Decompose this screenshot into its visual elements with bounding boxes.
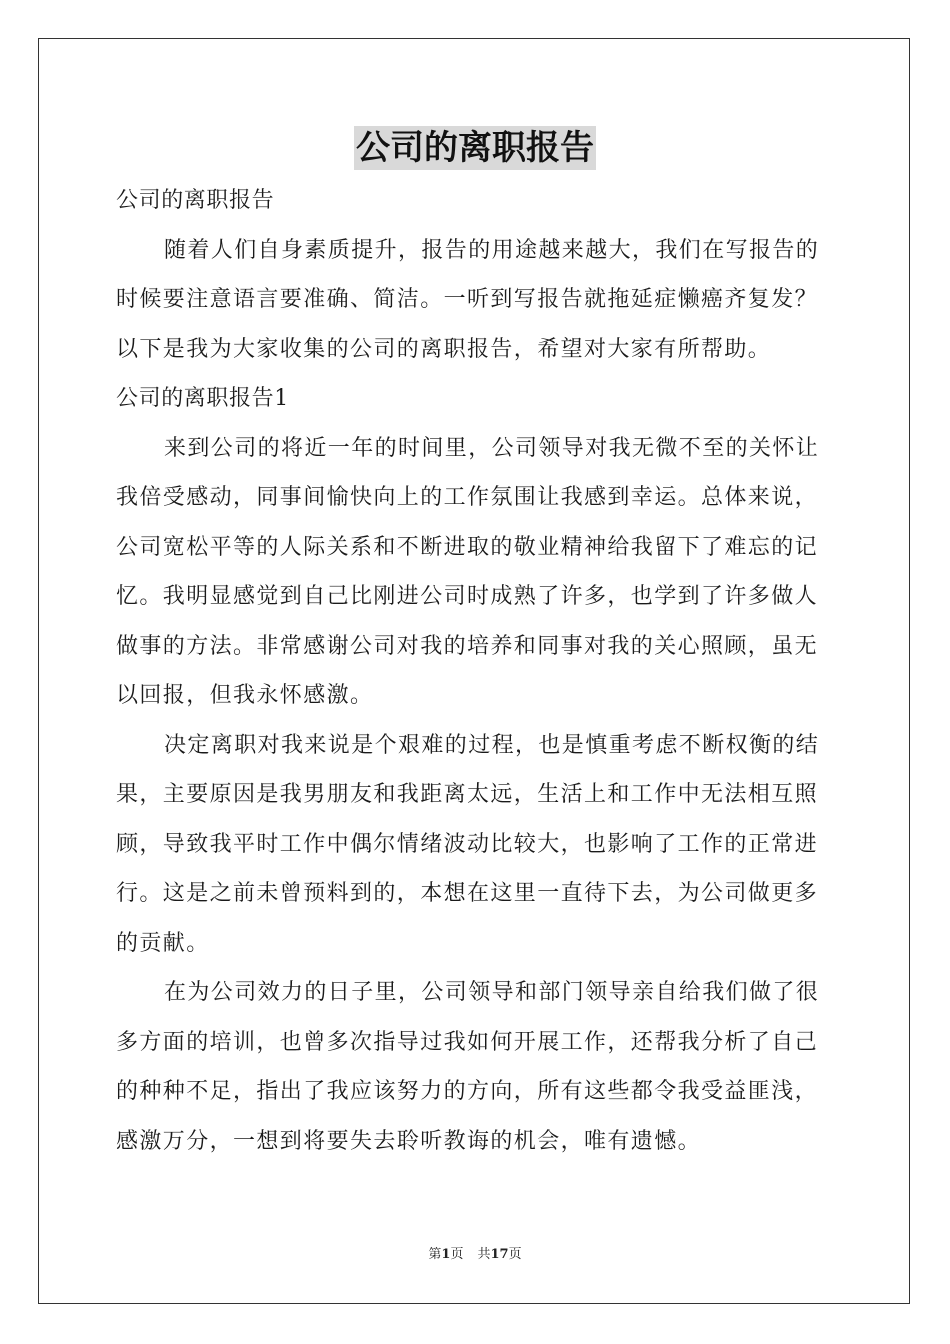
section-heading: 公司的离职报告1 <box>116 386 289 411</box>
section-heading: 公司的离职报告 <box>116 188 275 213</box>
paragraph-line: 顾，导致我平时工作中偶尔情绪波动比较大，也影响了工作的正常进 <box>116 831 819 857</box>
paragraph-line: 随着人们自身素质提升，报告的用途越来越大，我们在写报告的 <box>164 237 820 263</box>
paragraph-line: 做事的方法。非常感谢公司对我的培养和同事对我的关心照顾，虽无 <box>116 633 819 659</box>
paragraph-line: 行。这是之前未曾预料到的，本想在这里一直待下去，为公司做更多 <box>116 881 819 906</box>
page-number <box>428 1247 463 1262</box>
document-body <box>116 176 834 1166</box>
paragraph-line: 我倍受感动，同事间愉快向上的工作氛围让我感到幸运。总体来说， <box>116 485 819 510</box>
paragraph-line: 果，主要原因是我男朋友和我距离太远，生活上和工作中无法相互照 <box>116 782 819 807</box>
total-suffix: 页 <box>508 1247 522 1262</box>
page-total <box>477 1247 521 1262</box>
document-title: 公司的离职报告 <box>356 128 594 168</box>
page-prefix: 第 <box>428 1247 442 1262</box>
paragraph-line: 时候要注意语言要准确、简洁。一听到写报告就拖延症懒癌齐复发？ <box>116 287 819 312</box>
paragraph-line: 的贡献。 <box>116 930 210 956</box>
paragraph-line: 决定离职对我来说是个艰难的过程，也是慎重考虑不断权衡的结 <box>164 732 820 758</box>
paragraph-line: 忆。我明显感觉到自己比刚进公司时成熟了许多，也学到了许多做人 <box>116 584 819 609</box>
paragraph-line: 以回报，但我永怀感激。 <box>116 683 374 708</box>
current-page: 1 <box>441 1247 451 1262</box>
total-pages: 17 <box>490 1247 509 1262</box>
paragraph-line: 多方面的培训，也曾多次指导过我如何开展工作，还帮我分析了自己 <box>116 1029 819 1055</box>
title-container <box>0 126 950 170</box>
paragraph-line: 以下是我为大家收集的公司的离职报告，希望对大家有所帮助。 <box>116 336 772 362</box>
paragraph-line: 感激万分，一想到将要失去聆听教诲的机会，唯有遗憾。 <box>116 1128 702 1154</box>
paragraph-line: 的种种不足，指出了我应该努力的方向，所有这些都令我受益匪浅， <box>116 1079 819 1104</box>
paragraph-line: 在为公司效力的日子里，公司领导和部门领导亲自给我们做了很 <box>164 980 820 1005</box>
page-footer <box>0 1246 950 1264</box>
page-suffix: 页 <box>450 1247 464 1262</box>
total-prefix: 共 <box>477 1247 491 1262</box>
paragraph-line: 来到公司的将近一年的时间里，公司领导对我无微不至的关怀让 <box>164 435 820 461</box>
paragraph-line: 公司宽松平等的人际关系和不断进取的敬业精神给我留下了难忘的记 <box>116 534 819 560</box>
